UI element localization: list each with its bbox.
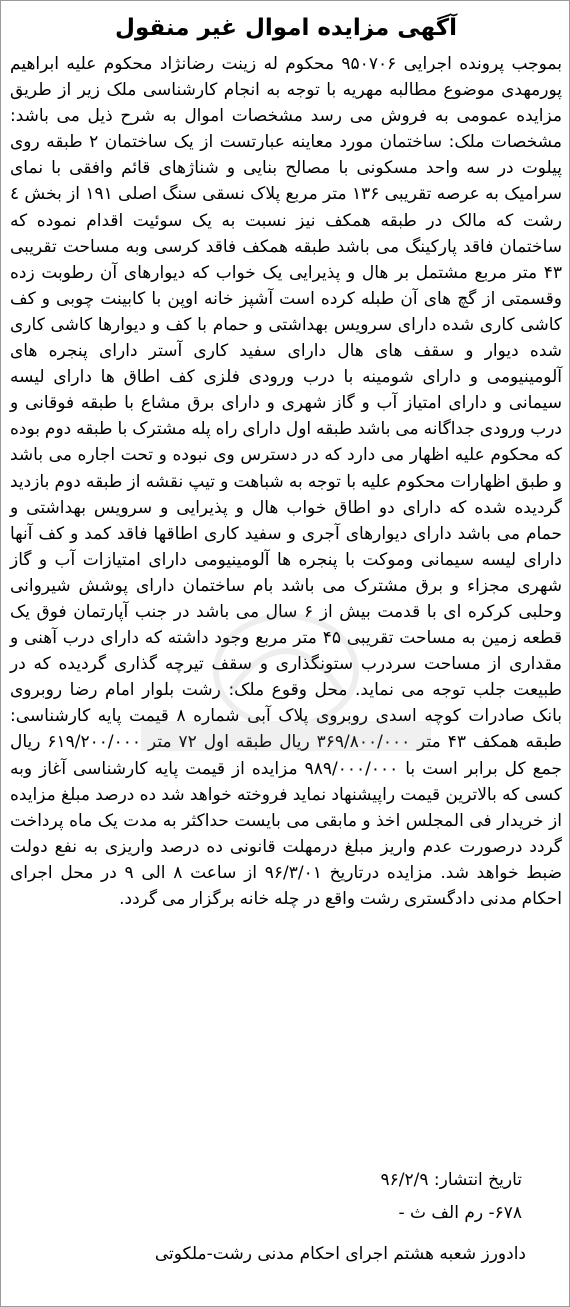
reference-number: ۶۷۸- رم الف ث - <box>398 1203 522 1223</box>
notice-body <box>10 51 562 1251</box>
publish-date: تاریخ انتشار: ۹۶/۲/۹ <box>380 1170 522 1190</box>
signature: دادورز شعبه هشتم اجرای احکام مدنی رشت-ملکوتی <box>154 1244 526 1264</box>
notice-body-text: بموجب پرونده اجرایی ۹۵۰۷۰۶ محکوم له زینت رضانژاد محکوم علیه ابراهیم پورمهدی موضوع مطالبه مهریه با توجه به انجام کارشناسی ملک زیر از طریق مزایده عمومی به فروش می رسد مشخصات اموال به شرح ذیل می باشد: مشخصات ملک: ساختمان مورد معاینه عبارتست از یک ساختمان ۲ طبقه روی پیلوت در سه واحد مسکونی با مصالح بنایی و شناژهای قائم وافقی با نمای سرامیک به عرصه تقریبی ۱۳۶ متر مربع پلاک نسقی سنگ اصلی ۱۹۱ از بخش ٤ رشت که مالک در طبقه همکف نیز نسبت به یک سوئیت اقدام نموده که ساختمان فاقد پارکینگ می باشد طبقه همکف فاقد کرسی وبه مساحت تقریبی ۴۳ متر مربع مشتمل بر هال و پذیرایی یک خواب که دیوارهای آن رطوبت زده وقسمتی از گچ های آن طبله کرده است آشپز خانه اوپن با کابینت چوبی و کف کاشی کاری شده دارای سرویس بهداشتی و حمام با کف و دیوارها کاشی کاری شده دیوار و سقف های هال دارای سفید کاری آستر دارای پنجره های آلومینیومی و دارای شومینه با درب ورودی فلزی کف اطاق ها دارای لیسه سیمانی و دارای امتیاز آب و گاز شهری و دارای برق مشاع با طبقه فوقانی و درب ورودی جداگانه می باشد طبقه اول دارای راه پله مشترک با طبقه دوم بوده که محکوم علیه اظهار می دارد که در دسترس وی نبوده و تحت اجاره می باشد و طبق اظهارات محکوم علیه با توجه به شباهت و تیپ نقشه از طبقه دوم بازدید گردیده شده که دارای دو اطاق خواب هال و پذیرایی و سرویس بهداشتی و حمام می باشد دارای دیوارهای آجری و سفید کاری اطاقها فاقد کمد و کف آنها دارای لیسه سیمانی وموکت با پنجره ها آلومینیومی دارای امتیازات آب و گاز شهری مجزاء و برق مشترک می باشد بام ساختمان دارای پوشش شیروانی وحلبی کرکره ای با قدمت بیش از ۶ سال می باشد در جنب آپارتمان فوق یک قطعه زمین به مساحت تقریبی ۴۵ متر مربع وجود داشته که دارای درب آهنی و مقداری از مساحت سردرب ستونگذاری و سقف تیرچه گذاری گردیده که در طبیعت جلب توجه می نماید. محل وقوع ملک: رشت بلوار امام رضا روبروی بانک صادرات کوچه اسدی روبروی پلاک آبی شماره ۸ قیمت پایه کارشناسی: طبقه همکف ۴۳ متر ۳۶۹/۸۰۰/۰۰۰ ریال طبقه اول ۷۲ متر ۶۱۹/۲۰۰/۰۰۰ ریال جمع کل برابر است با ۹۸۹/۰۰۰/۰۰۰ مزایده از قیمت پایه کارشناسی آغاز وبه کسی که بالاترین قیمت راپیشنهاد نماید فروخته خواهد شد ده درصد مبلغ مزایده از خریدار فی المجلس اخذ و مابقی می بایست حداکثر به مدت یک ماه پرداخت گردد درصورت عدم واریز مبلغ درمهلت قانونی ده درصد واریزی به نفع دولت ضبط خواهد شد. مزایده درتاریخ ۹۶/۳/۰۱ از ساعت ۸ الی ۹ در محل اجرای احکام مدنی دادگستری رشت واقع در چله خانه برگزار می گردد. <box>10 54 563 909</box>
notice-title: آگهی مزایده اموال غیر منقول <box>114 15 458 41</box>
